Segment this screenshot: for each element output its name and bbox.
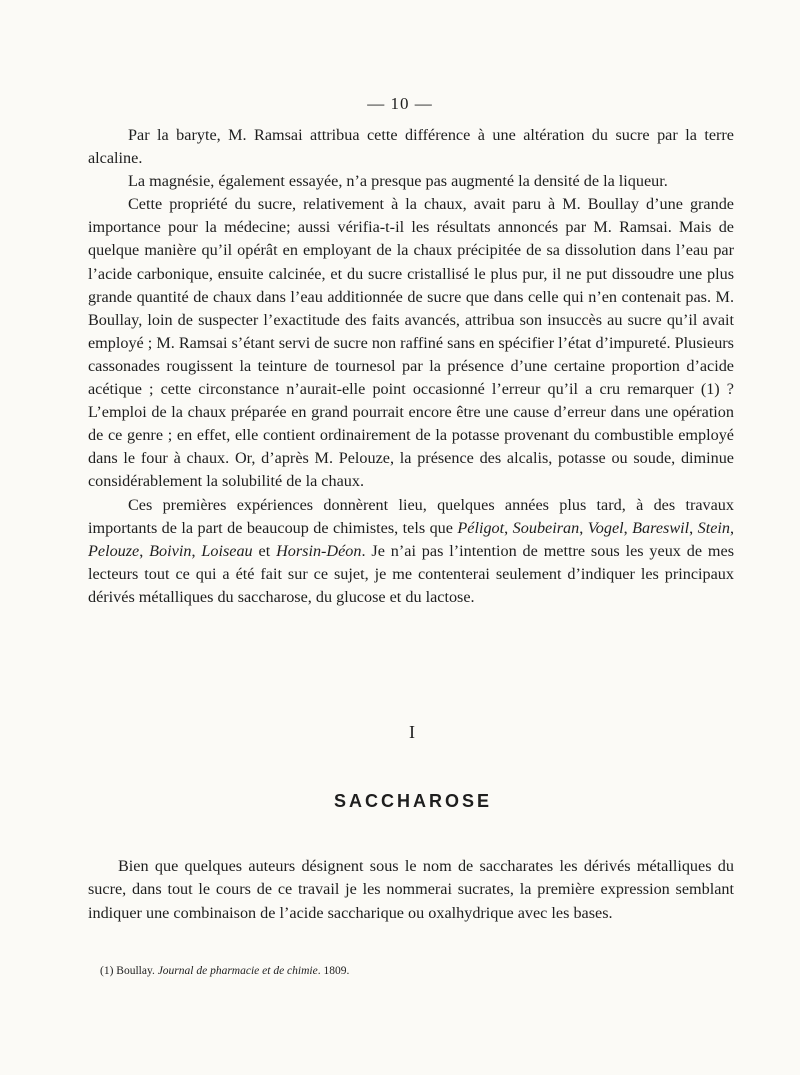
section-text xyxy=(88,855,734,925)
separator: , xyxy=(191,541,202,560)
section-paragraph: Bien que quelques auteurs désignent sous le nom de saccharates les dérivés métalliques du sucre, dans tout le cours de ce travail je les nommerai sucrates, la première expression semblant indiquer une combinaison de l’acide saccharique ou oxalhydrique avec les bases. xyxy=(88,857,734,922)
paragraph-2: La magnésie, également essayée, n’a presque pas augmenté la densité de la liqueur. xyxy=(128,172,668,191)
paragraph-1: Par la baryte, M. Ramsai attribua cette différence à une altération du sucre par la terre alcaline. xyxy=(88,126,734,168)
footnote xyxy=(100,964,740,978)
chemist-name: Vogel xyxy=(587,518,624,537)
chemist-name: Pelouze xyxy=(88,541,140,560)
separator: , xyxy=(579,518,588,537)
body-text xyxy=(88,124,734,609)
section-number: I xyxy=(409,722,415,742)
paragraph-3: Cette propriété du sucre, relativement à la chaux, avait paru à M. Boullay d’une grande importance pour la médecine; aussi vérifia-t-il les résultats annoncés par M. Ramsai. Mais de quelque manière qu’il opérât en employant de la chaux précipitée de sa dissolution dans l’eau par l’acide carbonique, ensuite calcinée, et du sucre cristallisé le plus pur, il ne put dissoudre une plus grande quantité de chaux dans l’eau additionnée de sucre que dans celle qui n’en contenait pas. M. Boullay, loin de suspecter l’exactitude des faits avancés, attribua son insuccès au sucre qu’il avait employé ; M. Ramsai s’étant servi de sucre non raffiné sans en spécifier l’état d’impureté. Plusieurs cassonades rougissent la teinture de tournesol par la présence d’une certaine proportion d’acide acétique ; cette circonstance n’aurait-elle point occasionné l’erreur qu’il a cru remarquer (1) ? L’emploi de la chaux préparée en grand pourrait encore être une cause d’erreur dans une opération de ce genre ; en effet, elle contient ordinairement de la potasse provenant du combustible employé dans le four à chaux. Or, d’après M. Pelouze, la présence des alcalis, potasse ou soude, diminue considérablement la solubilité de la chaux. xyxy=(88,195,734,491)
footnote-source: Journal de pharmacie et de chimie xyxy=(157,965,318,977)
separator: , xyxy=(689,518,698,537)
chemist-name: Horsin-Déon xyxy=(276,541,362,560)
page-number: — 10 — xyxy=(367,94,433,113)
chemist-name: Bareswil xyxy=(632,518,690,537)
separator: , xyxy=(730,518,735,537)
paragraph-4 xyxy=(88,494,734,609)
chemist-name: Stein xyxy=(697,518,731,537)
footnote-year: . 1809. xyxy=(317,965,350,977)
chemist-name: Loiseau xyxy=(201,541,253,560)
paragraph-4-intro: Ces premières expériences donnèrent lieu, quelques années plus tard, à des travaux importants de la part de beaucoup de chimistes, tels que xyxy=(88,495,734,537)
footnote-marker: (1) Boullay. xyxy=(100,965,158,977)
chemist-name: Soubeiran xyxy=(512,518,580,537)
paragraph-4-outro: . Je n’ai pas l’intention de mettre sous les yeux de mes lecteurs tout ce qui a été fait sur ce sujet, je me contenterai seulement d’indiquer les principaux dérivés métalliques du saccharose, du glucose et du lactose. xyxy=(88,541,734,606)
separator: , xyxy=(504,518,513,537)
separator: et xyxy=(252,541,277,560)
section-title: SACCHAROSE xyxy=(333,791,492,811)
chemist-name: Péligot xyxy=(457,518,505,537)
separator: , xyxy=(139,541,150,560)
separator: , xyxy=(623,518,633,537)
chemist-name: Boivin xyxy=(149,541,192,560)
